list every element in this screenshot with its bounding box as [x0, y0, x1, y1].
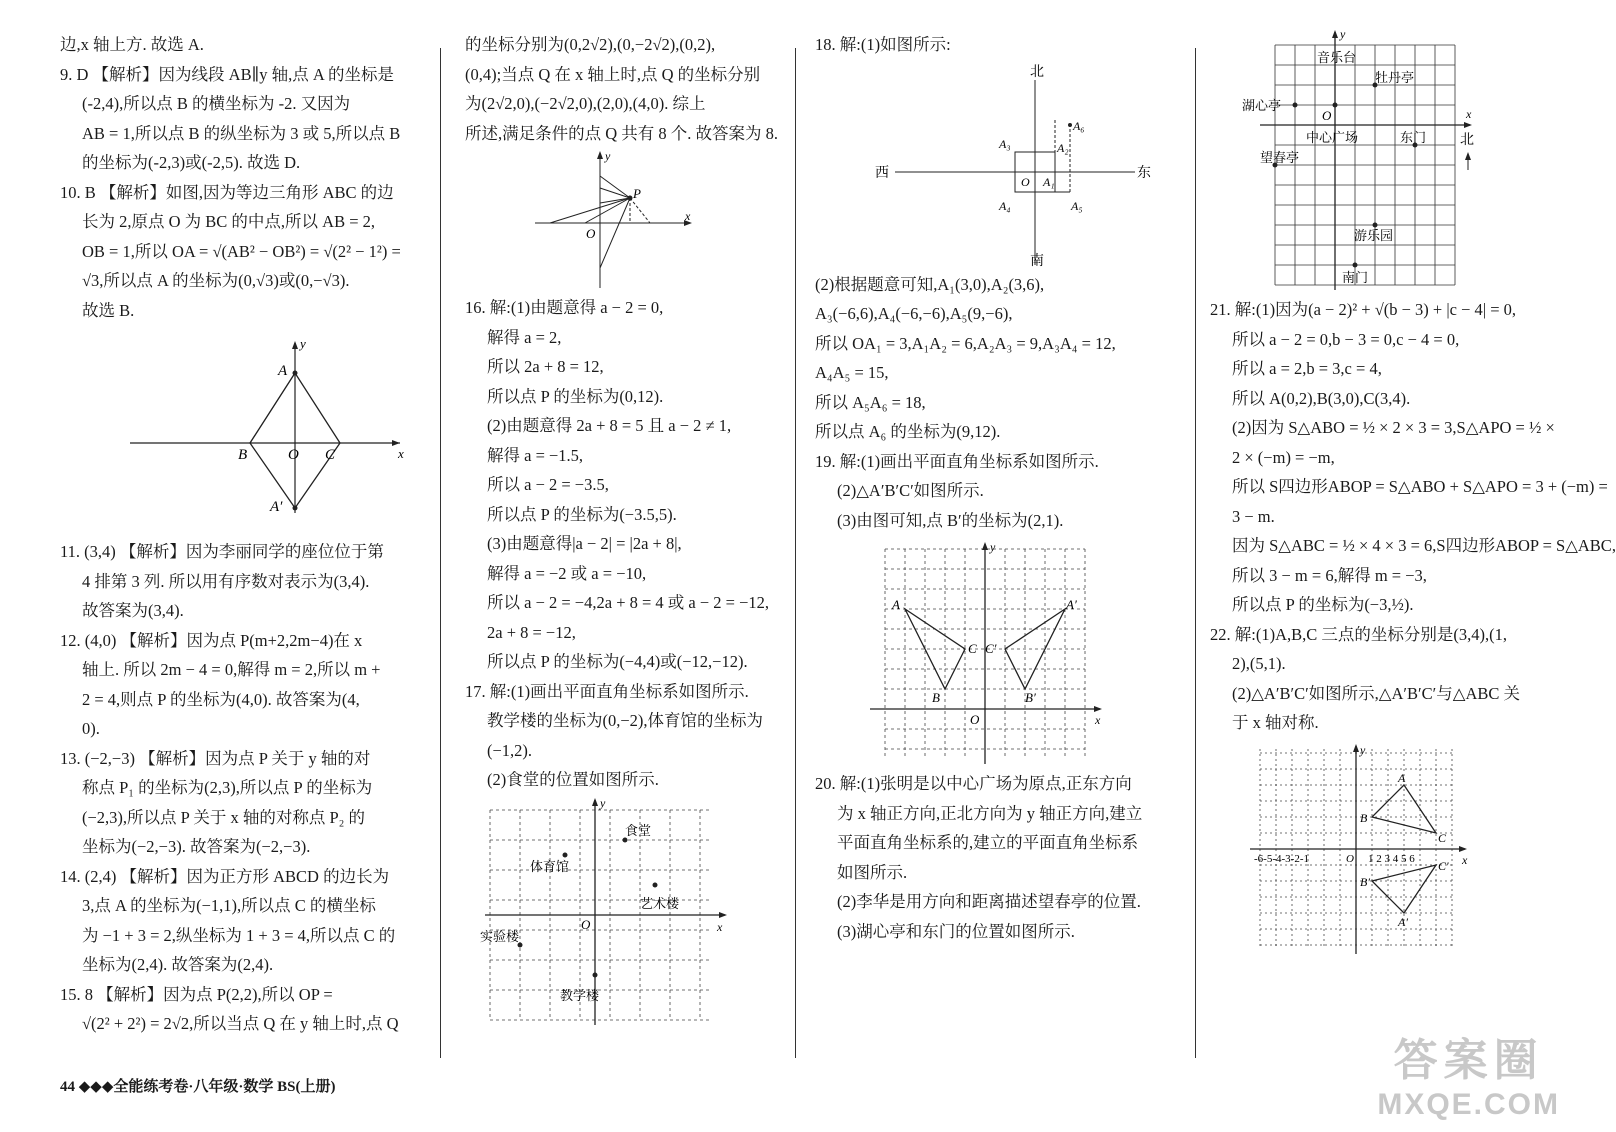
point-label: A₅ — [1071, 198, 1083, 213]
column-1 — [60, 30, 430, 1039]
figure-q15-points — [530, 148, 700, 293]
text-line: 如图所示. — [837, 862, 908, 882]
point-label: O — [586, 226, 596, 241]
text-line: 所以 a − 2 = −3.5, — [487, 475, 609, 494]
text-line: 所以 S四边形ABOP = S△ABO + S△APO = 3 + (−m) = — [1232, 477, 1608, 496]
text-line: 边,x 轴上方. 故选 A. — [60, 35, 204, 54]
text-line: 所以 A(0,2),B(3,0),C(3,4). — [1232, 388, 1411, 408]
text-line: 10. B 【解析】如图,因为等边三角形 ABC 的边 — [60, 182, 394, 202]
text-line: 4 排第 3 列. 所以用有序数对表示为(3,4). — [82, 571, 370, 591]
place-label: 艺术楼 — [640, 895, 680, 911]
axis-label-x: x — [1466, 107, 1472, 121]
watermark — [1377, 1024, 1560, 1122]
text-line: 教学楼的坐标为(0,−2),体育馆的坐标为 — [487, 711, 764, 730]
figure-q19-triangles — [870, 539, 1130, 769]
place-label: 东门 — [1400, 130, 1427, 145]
page-footer: 44 ◆◆◆全能练考卷·八年级·数学 BS(上册) — [60, 1079, 336, 1095]
text-line: 解得 a = 2, — [487, 327, 562, 347]
text-line: 16. 解:(1)由题意得 a − 2 = 0, — [465, 298, 664, 317]
axis-label-y: y — [1360, 742, 1366, 757]
point-label: B — [238, 447, 248, 463]
axis-label-y: y — [600, 795, 606, 810]
direction-label: 西 — [875, 165, 889, 181]
point-label: B — [1360, 810, 1368, 825]
text-line: 所以点 P 的坐标为(−4,4)或(−12,−12). — [487, 652, 748, 671]
text-line: 21. 解:(1)因为(a − 2)² + √(b − 3) + |c − 4| = 0, — [1210, 300, 1517, 319]
text-line: AB = 1,所以点 B 的纵坐标为 3 或 5,所以点 B — [82, 123, 401, 143]
point-label: C′ — [1438, 858, 1449, 873]
text-line: 2 × (−m) = −m, — [1232, 447, 1335, 467]
text-line: 3,点 A 的坐标为(−1,1),所以点 C 的横坐标 — [82, 896, 376, 915]
point-label: C — [325, 447, 336, 463]
place-label: 实验楼 — [480, 928, 520, 944]
text-line: (2)李华是用方向和距离描述望春亭的位置. — [837, 892, 1141, 911]
axis-label-y: y — [1340, 27, 1346, 41]
column-2 — [465, 30, 810, 1030]
text-line: (0,4);当点 Q 在 x 轴上时,点 Q 的坐标分别 — [465, 64, 761, 84]
text-line: 所以 OA₁ = 3,A₁A₂ = 6,A₂A₃ = 9,A₃A₄ = 12, — [815, 333, 1116, 353]
text-line: 3 − m. — [1232, 506, 1275, 526]
text-line: 为 x 轴正方向,正北方向为 y 轴正方向,建立 — [837, 803, 1143, 823]
text-line: A₃(−6,6),A₄(−6,−6),A₅(9,−6), — [815, 304, 1013, 323]
column-divider — [440, 48, 441, 1058]
point-label: O — [1021, 174, 1030, 189]
figure-q10-rhombus — [120, 333, 420, 523]
text-line: 因为 S△ABC = ½ × 4 × 3 = 6,S四边形ABOP = S△ABC, — [1232, 536, 1616, 555]
text-line: 19. 解:(1)画出平面直角坐标系如图所示. — [815, 451, 1099, 471]
point-label: O — [970, 712, 980, 727]
text-line: 为(2√2,0),(−2√2,0),(2,0),(4,0). 综上 — [465, 94, 706, 113]
tick-labels: 1 2 3 4 5 6 — [1368, 852, 1415, 865]
point-label: A₄ — [999, 198, 1011, 213]
figure-q18-compass-spiral — [875, 60, 1175, 270]
text-line: (−1,2). — [487, 740, 533, 760]
text-line: 2 = 4,则点 P 的坐标为(4,0). 故答案为(4, — [82, 689, 360, 709]
text-line: 14. (2,4) 【解析】因为正方形 ABCD 的边长为 — [60, 866, 390, 886]
text-line: 所以点 P 的坐标为(0,12). — [487, 386, 664, 406]
column-3 — [815, 30, 1185, 946]
text-line: 17. 解:(1)画出平面直角坐标系如图所示. — [465, 681, 749, 701]
point-label: A₂ — [1057, 140, 1069, 155]
point-label: O — [1346, 852, 1354, 865]
figure-q17-campus-map — [480, 795, 745, 1030]
place-label: 湖心亭 — [1242, 98, 1282, 113]
text-line: 所以 A₅A₆ = 18, — [815, 392, 926, 412]
text-line: (2)根据题意可知,A₁(3,0),A₂(3,6), — [815, 274, 1045, 294]
axis-label-x: x — [685, 209, 691, 223]
text-line: 故答案为(3,4). — [82, 601, 184, 620]
text-line: 于 x 轴对称. — [1232, 713, 1319, 732]
point-label: C — [1438, 830, 1447, 845]
figure-q22-reflection — [1250, 744, 1480, 959]
text-line: (2)食堂的位置如图所示. — [487, 770, 659, 789]
axis-label-y: y — [990, 540, 996, 554]
axis-label-x: x — [717, 919, 723, 934]
point-label: A₆ — [1073, 118, 1085, 133]
direction-label: 南 — [1030, 253, 1044, 269]
point-label: B — [932, 690, 940, 705]
place-label: 望春亭 — [1260, 150, 1300, 165]
figure-q20-park-map — [1240, 27, 1500, 295]
text-line: 所述,满足条件的点 Q 共有 8 个. 故答案为 8. — [465, 123, 779, 143]
text-line: (2)△A′B′C′如图所示. — [837, 481, 984, 500]
text-line: 9. D 【解析】因为线段 AB∥y 轴,点 A 的坐标是 — [60, 64, 394, 84]
column-4 — [1210, 27, 1616, 959]
point-label: O — [1322, 108, 1332, 123]
text-line: 所以点 A₆ 的坐标为(9,12). — [815, 422, 1001, 441]
place-label: 教学楼 — [560, 987, 600, 1003]
place-label: 食堂 — [625, 822, 652, 838]
point-label: A — [892, 597, 900, 612]
axis-label-y: y — [300, 336, 306, 351]
text-line: 所以点 P 的坐标为(−3,½). — [1232, 595, 1414, 614]
point-label: O — [581, 916, 591, 932]
text-line: 2a + 8 = −12, — [487, 622, 576, 642]
place-label: 中心广场 — [1306, 130, 1359, 145]
place-label: 体育馆 — [530, 858, 570, 874]
text-line: √(2² + 2²) = 2√2,所以当点 Q 在 y 轴上时,点 Q — [82, 1014, 399, 1033]
axis-label-y: y — [605, 149, 611, 163]
text-line: 所以点 P 的坐标为(−3.5,5). — [487, 504, 677, 524]
text-line: (-2,4),所以点 B 的横坐标为 -2. 又因为 — [82, 94, 351, 113]
text-line: 所以 2a + 8 = 12, — [487, 357, 604, 376]
place-label: 牡丹亭 — [1375, 70, 1415, 85]
point-label: B′ — [1360, 874, 1370, 889]
point-label: C — [968, 641, 977, 656]
text-line: (−2,3),所以点 P 关于 x 轴的对称点 P₂ 的 — [82, 807, 366, 827]
axis-label-x: x — [1095, 713, 1101, 727]
place-label: 南门 — [1342, 270, 1369, 285]
text-line: 解得 a = −1.5, — [487, 445, 584, 465]
text-line: 0). — [82, 719, 100, 738]
text-line: 平面直角坐标系的,建立的平面直角坐标系 — [837, 833, 1139, 852]
point-label: A₁ — [1043, 174, 1055, 189]
point-label: A₃ — [999, 136, 1011, 151]
text-line: √3,所以点 A 的坐标为(0,√3)或(0,−√3). — [82, 271, 350, 290]
text-line: 所以 3 − m = 6,解得 m = −3, — [1232, 565, 1427, 585]
text-line: 18. 解:(1)如图所示: — [815, 35, 951, 54]
text-line: A₄A₅ = 15, — [815, 363, 889, 382]
point-label: A — [278, 363, 288, 379]
text-line: 轴上. 所以 2m − 4 = 0,解得 m = 2,所以 m + — [82, 660, 381, 679]
text-line: (3)湖心亭和东门的位置如图所示. — [837, 921, 1075, 941]
point-label: C′ — [985, 641, 997, 656]
direction-label: 东 — [1137, 165, 1151, 181]
text-line: (3)由题意得|a − 2| = |2a + 8|, — [487, 534, 682, 553]
point-label: A′ — [270, 499, 283, 515]
point-label: O — [288, 447, 299, 463]
text-line: (2)由题意得 2a + 8 = 5 且 a − 2 ≠ 1, — [487, 416, 732, 435]
text-line: 为 −1 + 3 = 2,纵坐标为 1 + 3 = 4,所以点 C 的 — [82, 925, 396, 945]
text-line: 20. 解:(1)张明是以中心广场为原点,正东方向 — [815, 774, 1132, 793]
text-line: 所以 a − 2 = 0,b − 3 = 0,c − 4 = 0, — [1232, 329, 1460, 349]
axis-label-x: x — [1462, 852, 1468, 867]
tick-labels: -6-5-4-3-2-1 — [1254, 852, 1309, 865]
text-line: 故选 B. — [82, 300, 135, 320]
text-line: 2),(5,1). — [1232, 654, 1286, 673]
column-divider — [1195, 48, 1196, 1058]
text-line: 的坐标为(-2,3)或(-2,5). 故选 D. — [82, 153, 301, 172]
point-label: B′ — [1025, 690, 1036, 705]
text-line: 坐标为(−2,−3). 故答案为(−2,−3). — [82, 837, 311, 856]
text-line: OB = 1,所以 OA = √(AB² − OB²) = √(2² − 1²) = — [82, 241, 401, 261]
place-label: 音乐台 — [1317, 50, 1357, 65]
text-line: 所以 a − 2 = −4,2a + 8 = 4 或 a − 2 = −12, — [487, 593, 770, 612]
point-label: A — [1398, 770, 1406, 785]
text-line: 坐标为(2,4). 故答案为(2,4). — [82, 955, 274, 974]
watermark-top: 答案圈 — [1393, 1036, 1544, 1085]
point-label: A′ — [1398, 914, 1408, 929]
text-line: 12. (4,0) 【解析】因为点 P(m+2,2m−4)在 x — [60, 630, 363, 650]
point-label: P — [633, 186, 641, 201]
place-label: 游乐园 — [1354, 228, 1394, 243]
direction-label: 北 — [1030, 64, 1044, 80]
text-line: 长为 2,原点 O 为 BC 的中点,所以 AB = 2, — [82, 212, 376, 231]
watermark-bottom: MXQE.COM — [1377, 1088, 1560, 1121]
text-line: 的坐标分别为(0,2√2),(0,−2√2),(0,2), — [465, 35, 716, 54]
direction-label: 北 — [1460, 133, 1474, 148]
text-line: 解得 a = −2 或 a = −10, — [487, 563, 647, 583]
point-label: A′ — [1066, 597, 1077, 612]
axis-label-x: x — [398, 446, 404, 461]
text-line: 称点 P₁ 的坐标为(2,3),所以点 P 的坐标为 — [82, 778, 373, 797]
text-line: 11. (3,4) 【解析】因为李丽同学的座位位于第 — [60, 542, 384, 561]
text-line: 13. (−2,−3) 【解析】因为点 P 关于 y 轴的对 — [60, 748, 371, 768]
text-line: (3)由图可知,点 B′的坐标为(2,1). — [837, 510, 1064, 530]
text-line: (2)△A′B′C′如图所示,△A′B′C′与△ABC 关 — [1232, 683, 1520, 703]
text-line: 所以 a = 2,b = 3,c = 4, — [1232, 359, 1382, 378]
text-line: 15. 8 【解析】因为点 P(2,2),所以 OP = — [60, 984, 333, 1004]
text-line: 22. 解:(1)A,B,C 三点的坐标分别是(3,4),(1, — [1210, 624, 1507, 644]
text-line: (2)因为 S△ABO = ½ × 2 × 3 = 3,S△APO = ½ × — [1232, 418, 1555, 437]
